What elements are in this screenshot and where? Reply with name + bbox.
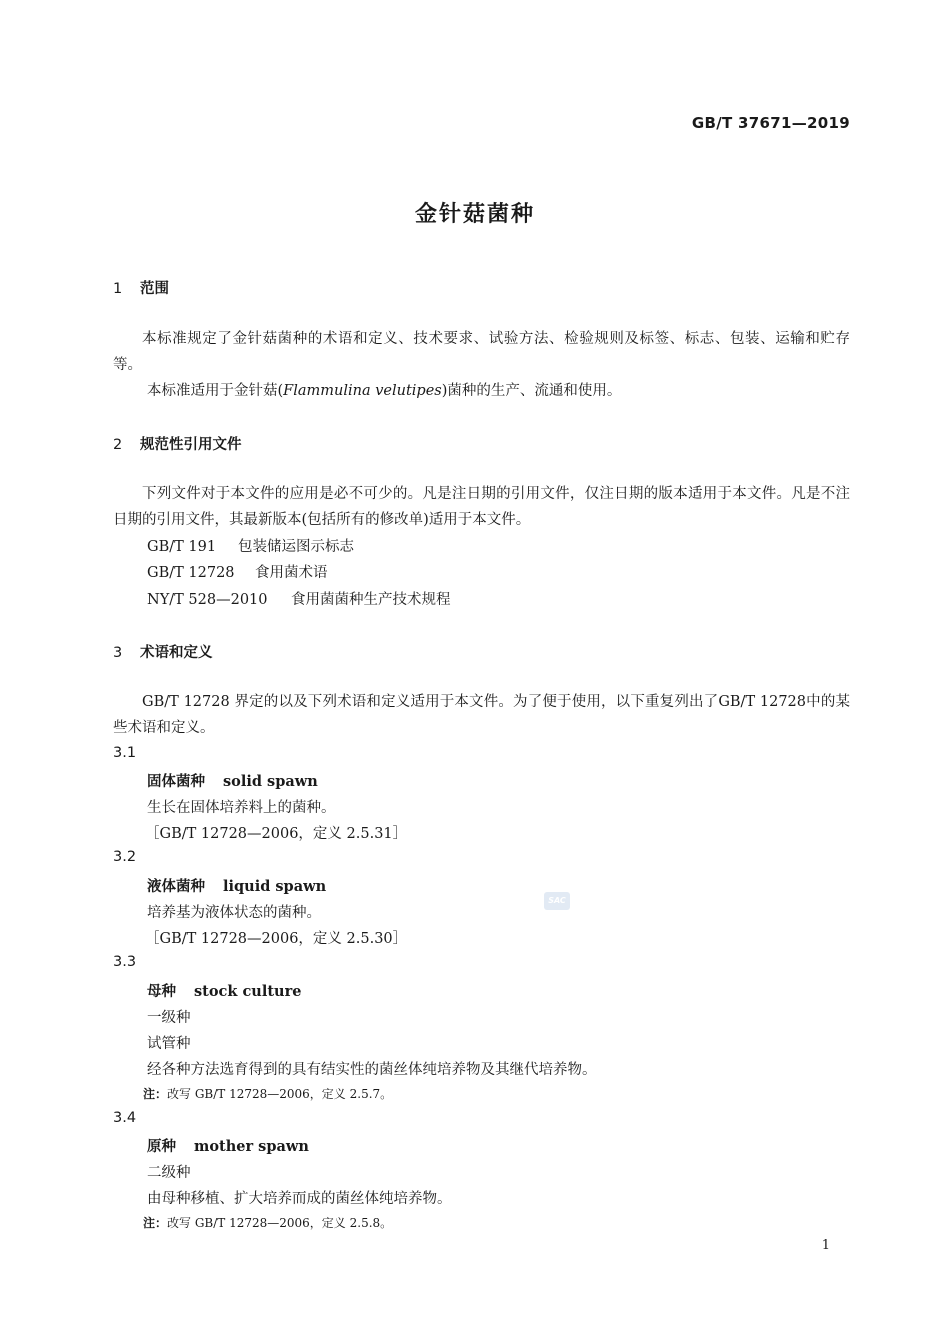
reference-code: GB/T 12728 (147, 565, 235, 581)
section-3-heading (113, 641, 213, 662)
reference-item (147, 535, 354, 556)
term-definition: 培养基为液体状态的菌种。 (147, 905, 321, 921)
term-synonym: 二级种 (147, 1165, 191, 1181)
page-number: 1 (821, 1238, 830, 1253)
term-source: ［GB/T 12728—2006，定义 2.5.31］ (145, 826, 408, 842)
term-en: solid spawn (223, 773, 318, 790)
section-1-heading (113, 277, 169, 298)
term-number: 3.1 (113, 745, 137, 761)
term-en: stock culture (194, 983, 302, 1000)
term-number: 3.2 (113, 849, 137, 865)
term-number: 3.3 (113, 954, 137, 970)
section-1-paragraph-1: 本标准规定了金针菇菌种的术语和定义、技术要求、试验方法、检验规则及标签、标志、包装、运输和贮存等。 (113, 331, 850, 373)
note-label: 注： (143, 1087, 168, 1101)
scope-text-post: )菌种的生产、流通和使用。 (441, 383, 622, 399)
section-number: 1 (113, 281, 123, 297)
section-number: 2 (113, 437, 123, 453)
section-1-paragraph-2 (147, 379, 621, 400)
term-note (143, 1214, 392, 1231)
latin-name: Flammulina velutipes (283, 383, 442, 399)
note-text: 改写 GB/T 12728—2006，定义 2.5.8。 (167, 1216, 393, 1230)
section-2-heading (113, 433, 242, 454)
note-label: 注： (143, 1216, 168, 1230)
reference-title: 食用菌术语 (255, 565, 328, 581)
term-zh: 固体菌种 (147, 774, 205, 790)
term-definition: 生长在固体培养料上的菌种。 (147, 800, 336, 816)
reference-code: NY/T 528—2010 (147, 592, 268, 608)
term-synonym: 一级种 (147, 1010, 191, 1026)
term-definition: 经各种方法选育得到的具有结实性的菌丝体纯培养物及其继代培养物。 (147, 1062, 597, 1078)
term-synonym: 试管种 (147, 1036, 191, 1052)
reference-title: 包装储运图示标志 (238, 539, 354, 555)
term-zh: 液体菌种 (147, 879, 205, 895)
section-number: 3 (113, 645, 123, 661)
term-zh: 原种 (147, 1139, 176, 1155)
section-2-intro: 下列文件对于本文件的应用是必不可少的。凡是注日期的引用文件，仅注日期的版本适用于本文件。凡是不注日期的引用文件，其最新版本(包括所有的修改单)适用于本文件。 (113, 486, 850, 528)
reference-code: GB/T 191 (147, 539, 217, 555)
term-number: 3.4 (113, 1110, 137, 1126)
sac-watermark-logo: SAC (544, 892, 570, 910)
reference-title: 食用菌菌种生产技术规程 (291, 592, 451, 608)
term-heading (147, 980, 301, 1001)
section-title: 规范性引用文件 (140, 437, 242, 453)
term-note (143, 1085, 392, 1102)
document-title: 金针菇菌种 (414, 202, 535, 227)
term-zh: 母种 (147, 984, 176, 1000)
standard-code: GB/T 37671—2019 (691, 114, 850, 132)
term-source: ［GB/T 12728—2006，定义 2.5.30］ (145, 931, 408, 947)
term-heading (147, 1135, 309, 1156)
term-definition: 由母种移植、扩大培养而成的菌丝体纯培养物。 (147, 1191, 452, 1207)
reference-item (147, 588, 451, 609)
note-text: 改写 GB/T 12728—2006，定义 2.5.7。 (167, 1087, 393, 1101)
term-heading (147, 875, 326, 896)
section-3-intro: GB/T 12728 界定的以及下列术语和定义适用于本文件。为了便于使用，以下重复列出了GB/T 12728中的某些术语和定义。 (113, 694, 850, 736)
term-heading (147, 770, 318, 791)
reference-item (147, 561, 328, 582)
term-en: mother spawn (194, 1138, 309, 1155)
scope-text-pre: 本标准适用于金针菇( (147, 383, 284, 399)
term-en: liquid spawn (223, 878, 327, 895)
section-title: 术语和定义 (140, 645, 213, 661)
section-title: 范围 (140, 281, 169, 297)
